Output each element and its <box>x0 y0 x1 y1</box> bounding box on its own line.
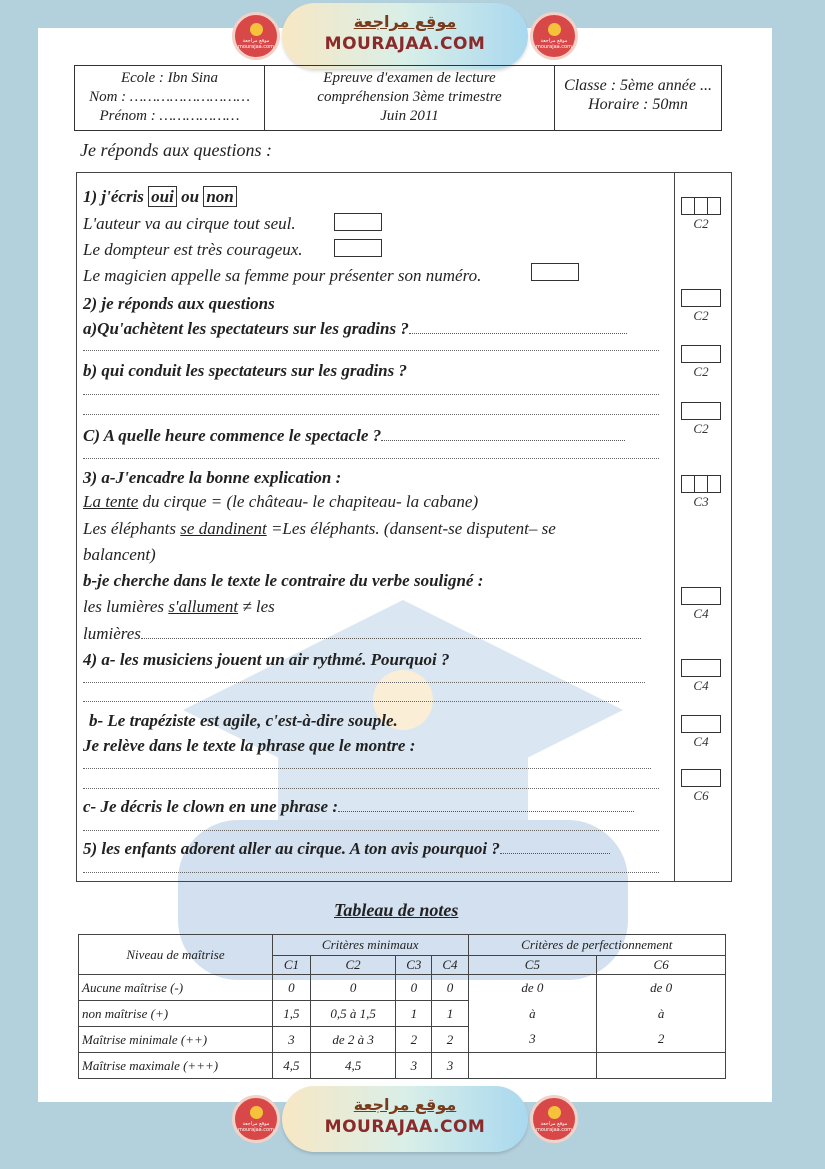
student-info <box>75 66 265 130</box>
criteria-score-box[interactable]: C2 <box>681 289 721 324</box>
q3-tente: La tente du cirque = (le château- le chapiteau- la cabane) <box>83 492 479 511</box>
criteria-score-box[interactable]: C2 <box>681 402 721 437</box>
nom-field: Nom : ……………………… <box>89 89 250 105</box>
table-row: Aucune maîtrise (-) 0 0 0 0 de 0 de 0 <box>79 975 726 1001</box>
answer-line[interactable] <box>83 393 659 395</box>
answer-line[interactable] <box>83 413 659 415</box>
col-header: C6 <box>597 956 726 975</box>
exam-info <box>265 66 555 130</box>
answer-line[interactable] <box>83 871 659 873</box>
site-arabic-name: موقع مراجعة <box>353 1095 457 1114</box>
crit-min-header: Critères minimaux <box>273 935 469 956</box>
criteria-score-box[interactable]: C2 <box>681 197 721 232</box>
instructions: Je réponds aux questions : <box>80 140 272 160</box>
q3-lumieres: les lumières s'allument ≠ les <box>83 597 275 616</box>
answer-line[interactable] <box>83 787 659 789</box>
q1-title: 1) j'écris oui ou non <box>83 187 237 207</box>
q5: 5) les enfants adorent aller au cirque. A ton avis pourquoi ? <box>83 839 610 859</box>
class-info <box>555 66 721 130</box>
answer-line[interactable] <box>83 829 659 831</box>
site-name-pill[interactable] <box>282 3 528 69</box>
site-seal-icon: موقع مراجعة mourajaa.com <box>530 12 578 60</box>
answer-line[interactable] <box>83 349 659 351</box>
answer-line[interactable] <box>83 767 651 769</box>
site-banner-top[interactable] <box>232 3 578 69</box>
answer-line[interactable] <box>83 700 619 702</box>
criteria-score-box[interactable]: C3 <box>681 475 721 510</box>
criteria-score-box[interactable]: C4 <box>681 715 721 750</box>
q4-b-1: b- Le trapéziste est agile, c'est-à-dire souple. <box>89 711 398 730</box>
q2-c: C) A quelle heure commence le spectacle ? <box>83 426 625 446</box>
q4-a: 4) a- les musiciens jouent un air rythmé. Pourquoi ? <box>83 650 450 669</box>
class-level: Classe : 5ème année ... <box>564 77 712 94</box>
col-header: C5 <box>468 956 597 975</box>
q3-elephants: Les éléphants se dandinent =Les éléphants. (dansent-se disputent– se <box>83 519 556 538</box>
exam-date: Juin 2011 <box>380 108 439 124</box>
col-header: C2 <box>310 956 395 975</box>
site-arabic-name: موقع مراجعة <box>353 12 457 31</box>
q1-statement-2: Le dompteur est très courageux. <box>83 240 303 259</box>
criteria-score-box[interactable]: C6 <box>681 769 721 804</box>
site-banner-bottom[interactable] <box>232 1086 578 1152</box>
site-seal-icon: موقع مراجعة mourajaa.com <box>232 12 280 60</box>
table-row: non maîtrise (+) 1,5 0,5 à 1,5 1 1 à à <box>79 1001 726 1027</box>
niveau-header: Niveau de maîtrise <box>79 935 273 975</box>
school-name: Ecole : Ibn Sina <box>120 70 219 86</box>
col-header: C3 <box>396 956 432 975</box>
exam-title: Epreuve d'examen de lecture <box>323 70 496 86</box>
crit-perf-header: Critères de perfectionnement <box>468 935 726 956</box>
q2-a: a)Qu'achètent les spectateurs sur les gradins ? <box>83 319 627 339</box>
q1-statement-3: Le magicien appelle sa femme pour présenter son numéro. <box>83 266 482 285</box>
site-seal-icon: موقع مراجعة mourajaa.com <box>232 1095 280 1143</box>
table-row: Maîtrise maximale (+++) 4,5 4,5 3 3 <box>79 1053 726 1079</box>
column-divider <box>674 173 675 881</box>
site-name-pill[interactable] <box>282 1086 528 1152</box>
site-domain: MOURAJAA.COM <box>324 34 486 54</box>
answer-line[interactable] <box>83 681 645 683</box>
questions-box <box>76 172 732 882</box>
criteria-score-box[interactable]: C4 <box>681 587 721 622</box>
col-header: C4 <box>432 956 468 975</box>
q4-c: c- Je décris le clown en une phrase : <box>83 797 634 817</box>
prenom-field: Prénom : ……………… <box>99 108 240 124</box>
q4-b-2: Je relève dans le texte la phrase que le montre : <box>83 736 416 755</box>
notes-table <box>78 934 726 1079</box>
q1-answer-box-2[interactable] <box>334 239 382 257</box>
q3-elephants-cont: balancent) <box>83 545 156 564</box>
q1-answer-box-1[interactable] <box>334 213 382 231</box>
q1-statement-1: L'auteur va au cirque tout seul. <box>83 214 296 233</box>
q2-title: 2) je réponds aux questions <box>83 294 275 313</box>
q3-lumieres-answer: lumières <box>83 624 641 644</box>
col-header: C1 <box>273 956 311 975</box>
table-row: Maîtrise minimale (++) 3 de 2 à 3 2 2 3 2 <box>79 1027 726 1053</box>
q2-b: b) qui conduit les spectateurs sur les gradins ? <box>83 361 407 380</box>
q1-answer-box-3[interactable] <box>531 263 579 281</box>
notes-table-title: Tableau de notes <box>334 900 459 920</box>
exam-header <box>74 65 722 131</box>
exam-subtitle: compréhension 3ème trimestre <box>317 89 502 105</box>
site-seal-icon: موقع مراجعة mourajaa.com <box>530 1095 578 1143</box>
q3-b-title: b-je cherche dans le texte le contraire du verbe souligné : <box>83 571 484 590</box>
answer-line[interactable] <box>83 457 659 459</box>
site-domain: MOURAJAA.COM <box>324 1117 486 1137</box>
q3-title: 3) a-J'encadre la bonne explication : <box>83 468 342 487</box>
criteria-score-box[interactable]: C2 <box>681 345 721 380</box>
duration: Horaire : 50mn <box>588 96 688 113</box>
criteria-score-box[interactable]: C4 <box>681 659 721 694</box>
